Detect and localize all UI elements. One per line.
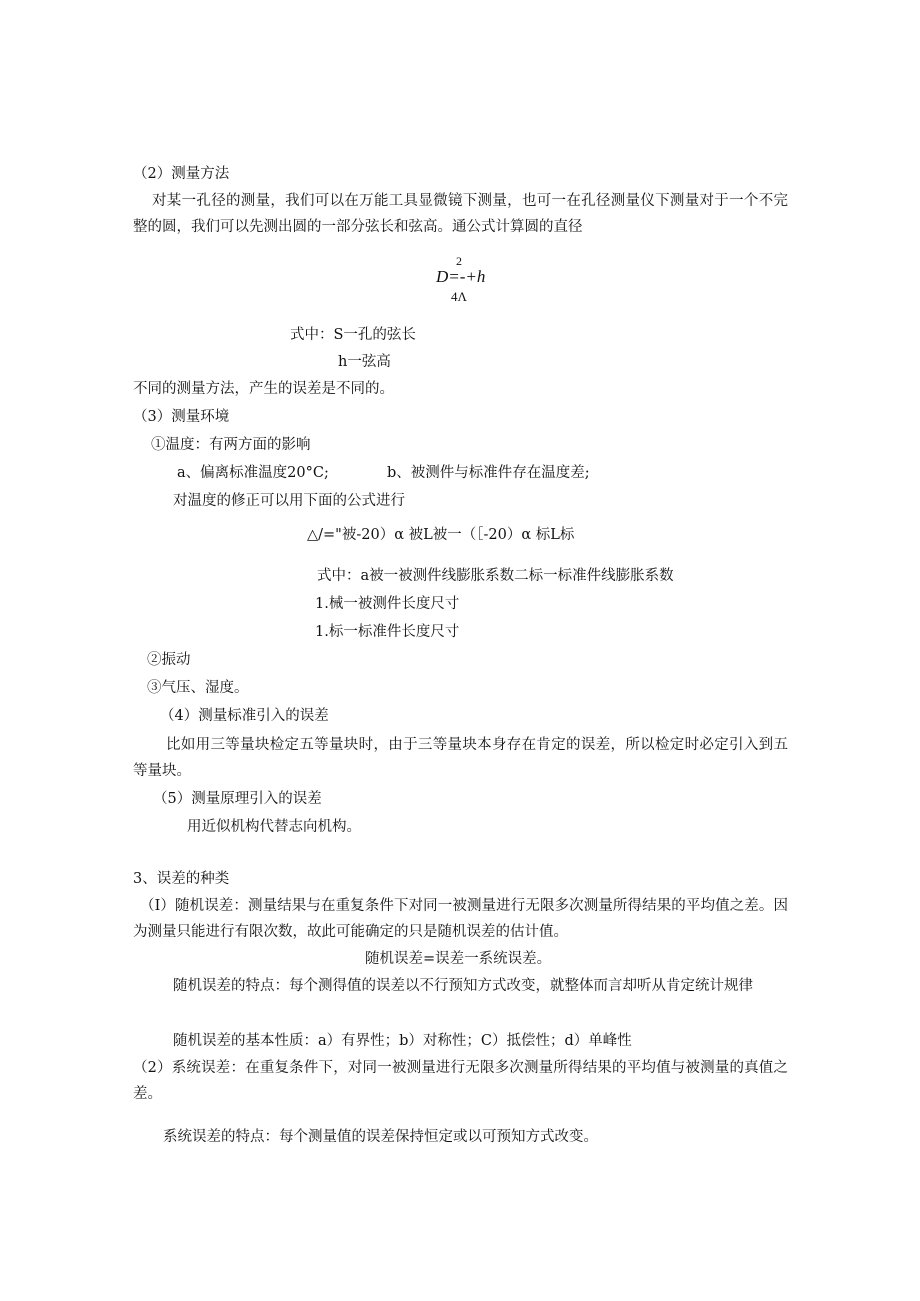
section-4-title: （4）测量标准引入的误差 <box>160 708 329 724</box>
formula-1-legend-s: 式中：S一孔的弦长 <box>290 327 416 343</box>
section-5-title: （5）测量原理引入的误差 <box>153 791 322 807</box>
temperature-correction-intro: 对温度的修正可以用下面的公式进行 <box>173 493 405 509</box>
random-error-feature: 随机误差的特点：每个测得值的误差以不行预知方式改变，就整体而言却听从肯定统计规律 <box>173 978 753 994</box>
section-3-item-vibration: ②振动 <box>147 652 191 668</box>
systematic-error-definition: （2）系统误差：在重复条件下，对同一被测量进行无限多次测量所得结果的平均值与被测量的真值之差。 <box>133 1060 788 1102</box>
section-2-title: （2）测量方法 <box>133 166 230 182</box>
section-3-item-temperature: ①温度：有两方面的影响 <box>151 437 311 453</box>
section-3-title: （3）测量环境 <box>133 409 230 425</box>
random-error-definition: （I）随机误差：测量结果与在重复条件下对同一被测量进行无限多次测量所得结果的平均值之差。因为测量只能进行有限次数，故此可能确定的只是随机误差的估计值。 <box>133 898 788 940</box>
formula-2-legend-measured-length: 1.械一被测件长度尺寸 <box>315 596 460 612</box>
diameter-formula: D=-+h <box>436 267 486 286</box>
random-error-formula: 随机误差=误差一系统误差。 <box>365 951 552 967</box>
section-3-item-pressure-humidity: ③气压、湿度。 <box>147 680 249 696</box>
section-5-paragraph: 用近似机构代替志向机构。 <box>187 819 361 835</box>
section-4-paragraph: 比如用三等量块检定五等量块时，由于三等量块本身存在肯定的误差，所以检定时必定引入到五等量块。 <box>133 737 788 779</box>
temperature-point-b: b、被测件与标准件存在温度差; <box>387 465 590 481</box>
diameter-formula-superscript: 2 <box>456 254 462 268</box>
formula-2-legend-standard-length: 1.标一标准件长度尺寸 <box>315 624 460 640</box>
section-2-paragraph: 对某一孔径的测量，我们可以在万能工具显微镜下测量，也可一在孔径测量仪下测量对于一个不完整的圆，我们可以先测出圆的一部分弦长和弦高。通公式计算圆的直径 <box>133 193 788 235</box>
temperature-point-a: a、偏离标准温度20°C; <box>177 465 329 481</box>
formula-2-legend-alpha: 式中：a被一被测件线膨胀系数二标一标准件线膨胀系数 <box>317 568 674 584</box>
temperature-correction-formula: △/="被-20）α 被L被一（［-20）α 标L标 <box>307 527 575 543</box>
diameter-formula-denominator: 4Λ <box>451 289 467 304</box>
random-error-properties: 随机误差的基本性质：a）有界性；b）对称性；C）抵偿性；d）单峰性 <box>173 1033 632 1049</box>
error-types-heading: 3、误差的种类 <box>133 871 230 887</box>
formula-1-legend-h: h一弦高 <box>338 354 391 370</box>
section-2-conclusion: 不同的测量方法，产生的误差是不同的。 <box>133 381 394 397</box>
systematic-error-feature: 系统误差的特点：每个测量值的误差保持恒定或以可预知方式改变。 <box>163 1129 598 1145</box>
